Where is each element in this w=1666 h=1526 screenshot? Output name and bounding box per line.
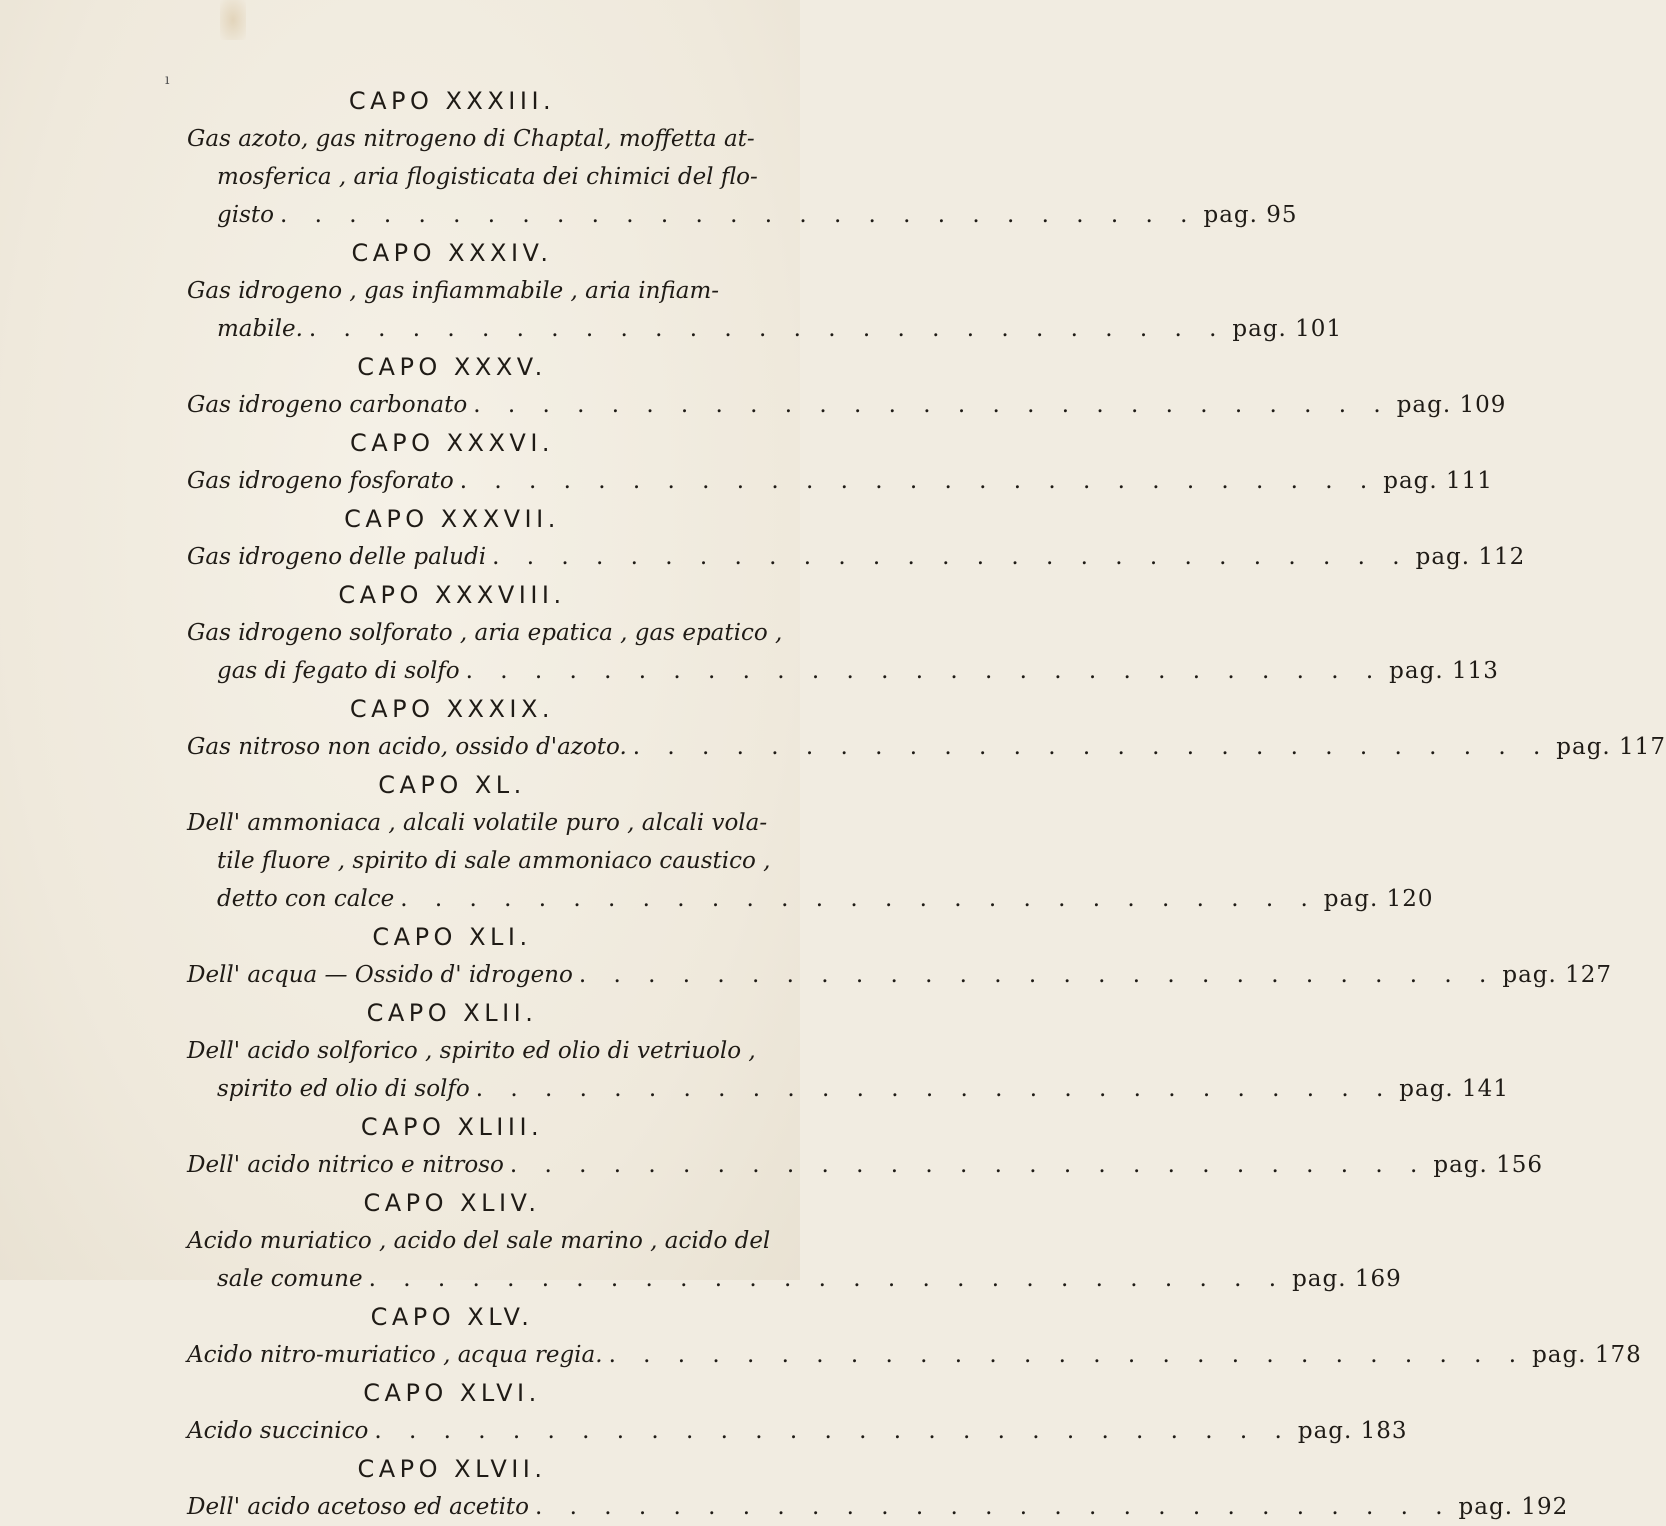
dot-leader: . . . . . . . . . . . . . . . . . . . . . . . . . . . (535, 1494, 1453, 1520)
entry-last-line (187, 880, 1434, 918)
chapter-heading: CAPO XXXIV. (351, 239, 553, 267)
page-number: pag. 141 (1399, 1076, 1509, 1102)
chapter-heading: CAPO XXXIX. (349, 695, 555, 723)
dot-leader: . . . . . . . . . . . . . . . . . . . . . . . . . . . (465, 658, 1384, 684)
entry-last-line (187, 1488, 1569, 1526)
entry-last-line (187, 652, 1499, 690)
entry-text-line: Dell' ammoniaca , alcali volatile puro , alcali vola- (187, 810, 768, 836)
dot-leader: . . . . . . . . . . . . . . . . . . . . . . . . . . . (473, 392, 1391, 418)
entry-text: detto con calce (217, 886, 395, 912)
entry-text: Gas idrogeno delle paludi (187, 544, 487, 570)
entry-text-line: Gas idrogeno solforato , aria epatica , gas epatico , (187, 620, 783, 646)
toc-entry (187, 804, 1434, 918)
dot-leader: . . . . . . . . . . . . . . . . . . . . . . . . . . . (475, 1076, 1394, 1102)
entry-text: Gas idrogeno fosforato (187, 468, 454, 494)
entry-text: mabile. (217, 316, 303, 342)
toc-entry (187, 462, 1493, 500)
page-number: pag. 109 (1396, 392, 1507, 418)
chapter-heading: CAPO XXXVI. (349, 429, 555, 457)
toc-entry (187, 1412, 1408, 1450)
entry-text: Gas idrogeno carbonato (187, 392, 468, 418)
entry-last-line (187, 310, 1343, 348)
page-number: pag. 117 (1556, 734, 1666, 760)
chapter-heading: CAPO XLV. (370, 1303, 534, 1331)
chapter-heading: CAPO XXXVII. (344, 505, 560, 533)
toc-entry (187, 956, 1613, 994)
entry-text: Gas nitroso non acido, ossido d'azoto. (187, 734, 627, 760)
entry-text: Dell' acido nitrico e nitroso (187, 1152, 504, 1178)
table-of-contents (187, 82, 1666, 1526)
chapter-heading: CAPO XLI. (372, 923, 532, 951)
chapter-heading: CAPO XLIV. (363, 1189, 541, 1217)
paper-stain (220, 0, 246, 40)
page-number: pag. 192 (1458, 1494, 1569, 1520)
entry-last-line (187, 956, 1613, 994)
entry-text: gisto (217, 202, 274, 228)
dot-leader: . . . . . . . . . . . . . . . . . . . . . . . . . . . (400, 886, 1318, 912)
entry-text: Acido succinico (187, 1418, 369, 1444)
toc-entry (187, 1488, 1569, 1526)
dot-leader: . . . . . . . . . . . . . . . . . . . . . . . . . . . (459, 468, 1378, 494)
toc-entry (187, 386, 1507, 424)
entry-last-line (187, 538, 1526, 576)
chapter-heading: CAPO XXXIII. (348, 87, 556, 115)
entry-text-line: Acido muriatico , acido del sale marino , acido del (187, 1228, 771, 1254)
toc-entry (187, 272, 1343, 348)
page-number: pag. 111 (1383, 468, 1493, 494)
chapter-heading: CAPO XXXVIII. (338, 581, 566, 609)
page-number: pag. 101 (1232, 316, 1343, 342)
entry-last-line (187, 1070, 1509, 1108)
entry-text: spirito ed olio di solfo (217, 1076, 470, 1102)
dot-leader: . . . . . . . . . . . . . . . . . . . . . . . . . . . (308, 316, 1227, 342)
page-number: pag. 127 (1502, 962, 1613, 988)
page-number: pag. 113 (1389, 658, 1499, 684)
page-mark: ı (165, 72, 170, 88)
chapter-heading: CAPO XL. (378, 771, 526, 799)
entry-last-line (187, 1336, 1642, 1374)
chapter-heading: CAPO XLII. (366, 999, 538, 1027)
dot-leader: . . . . . . . . . . . . . . . . . . . . . . . . . . . (578, 962, 1497, 988)
chapter-heading: CAPO XLIII. (360, 1113, 544, 1141)
page-number: pag. 178 (1532, 1342, 1642, 1368)
entry-text-line: Dell' acido solforico , spirito ed olio di vetriuolo , (187, 1038, 756, 1064)
dot-leader: . . . . . . . . . . . . . . . . . . . . . . . . . . . (279, 202, 1198, 228)
toc-entry (187, 728, 1666, 766)
entry-last-line (187, 462, 1493, 500)
dot-leader: . . . . . . . . . . . . . . . . . . . . . . . . . . . (368, 1266, 1287, 1292)
entry-last-line (187, 196, 1298, 234)
toc-entry (187, 614, 1499, 690)
chapter-heading: CAPO XLVII. (357, 1455, 547, 1483)
dot-leader: . . . . . . . . . . . . . . . . . . . . . . . . . . . (608, 1342, 1527, 1368)
page-number: pag. 112 (1415, 544, 1526, 570)
dot-leader: . . . . . . . . . . . . . . . . . . . . . . . . . . . (492, 544, 1410, 570)
entry-last-line (187, 1260, 1402, 1298)
entry-text: Dell' acqua — Ossido d' idrogeno (187, 962, 573, 988)
entry-text-line: tile fluore , spirito di sale ammoniaco caustico , (217, 848, 771, 874)
entry-last-line (187, 728, 1666, 766)
page-number: pag. 156 (1433, 1152, 1544, 1178)
dot-leader: . . . . . . . . . . . . . . . . . . . . . . . . . . . (509, 1152, 1428, 1178)
toc-entry (187, 1032, 1509, 1108)
entry-text: Dell' acido acetoso ed acetito (187, 1494, 530, 1520)
entry-text: Acido nitro-muriatico , acqua regia. (187, 1342, 603, 1368)
chapter-heading: CAPO XLVI. (363, 1379, 541, 1407)
page-number: pag. 120 (1323, 886, 1434, 912)
toc-entry (187, 538, 1526, 576)
entry-text: gas di fegato di solfo (217, 658, 460, 684)
page-number: pag. 169 (1292, 1266, 1402, 1292)
chapter-heading: CAPO XXXV. (357, 353, 547, 381)
page-number: pag. 95 (1203, 202, 1298, 228)
entry-last-line (187, 1146, 1544, 1184)
entry-last-line (187, 1412, 1408, 1450)
entry-text-line: mosferica , aria flogisticata dei chimici del flo- (217, 164, 758, 190)
entry-last-line (187, 386, 1507, 424)
toc-entry (187, 1146, 1544, 1184)
toc-entry (187, 1222, 1402, 1298)
entry-text: sale comune (217, 1266, 363, 1292)
toc-entry (187, 1336, 1642, 1374)
toc-entry (187, 120, 1298, 234)
page-number: pag. 183 (1297, 1418, 1408, 1444)
entry-text-line: Gas idrogeno , gas infiammabile , aria infiam- (187, 278, 720, 304)
dot-leader: . . . . . . . . . . . . . . . . . . . . . . . . . . . (632, 734, 1551, 760)
dot-leader: . . . . . . . . . . . . . . . . . . . . . . . . . . . (374, 1418, 1292, 1444)
entry-text-line: Gas azoto, gas nitrogeno di Chaptal, moffetta at- (187, 126, 755, 152)
